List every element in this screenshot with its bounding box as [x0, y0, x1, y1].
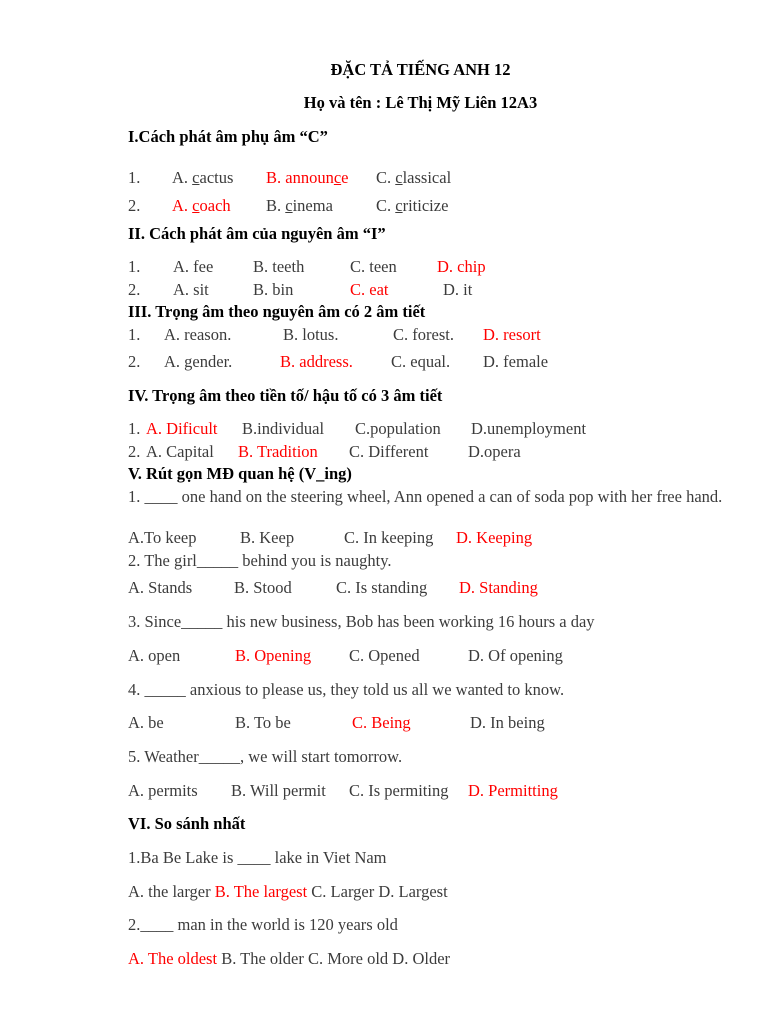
question-number: 1. [128, 168, 141, 187]
section-6-heading: VI. So sánh nhất [128, 814, 246, 833]
option-a: A.To keep [128, 528, 197, 547]
option-c: C.population [355, 419, 441, 438]
s5-question-4-text: 4. _____ anxious to please us, they told us all we wanted to know. [128, 680, 565, 699]
section-2-heading: II. Cách phát âm của nguyên âm “I” [128, 224, 386, 243]
option-b-c-d: B. The older C. More old D. Older [221, 949, 451, 968]
option-d: D. it [443, 280, 473, 299]
option-b-correct: B. Opening [235, 646, 312, 665]
option-a: A. be [128, 713, 164, 732]
option-a: A. sit [173, 280, 209, 299]
option-a: A. cactus [172, 168, 234, 187]
s6-question-2-text: 2.____ man in the world is 120 years old [128, 915, 398, 934]
option-d-correct: D. Standing [459, 578, 538, 597]
s5-question-1-text: 1. ____ one hand on the steering wheel, Ann opened a can of soda pop with her free hand. [128, 487, 723, 506]
option-b-correct: B. The largest [214, 882, 308, 901]
option-d: D. female [483, 352, 549, 371]
option-c: C. Is standing [336, 578, 428, 597]
question-number: 2. [128, 352, 141, 371]
option-a-correct: A. coach [172, 196, 231, 215]
option-d-correct: D. Keeping [456, 528, 533, 547]
option-b: B.individual [242, 419, 325, 438]
s5-question-2-text: 2. The girl_____ behind you is naughty. [128, 551, 392, 570]
section-5-heading: V. Rút gọn MĐ quan hệ (V_ing) [128, 464, 352, 483]
option-b: B. Stood [234, 578, 292, 597]
option-c: C. Is permiting [349, 781, 449, 800]
document-title: ĐẶC TẢ TIẾNG ANH 12 [330, 60, 511, 79]
option-a-correct: A. Dificult [146, 419, 218, 438]
option-a-correct: A. The oldest [128, 949, 218, 968]
option-c: C. teen [350, 257, 397, 276]
question-number: 2. [128, 196, 141, 215]
option-c: C. equal. [391, 352, 451, 371]
option-d-correct: D. resort [483, 325, 541, 344]
option-a: A. gender. [164, 352, 233, 371]
option-b: B. Will permit [231, 781, 326, 800]
section-4-heading: IV. Trọng âm theo tiền tố/ hậu tố có 3 âm tiết [128, 386, 443, 405]
question-number: 1. [128, 257, 141, 276]
option-b-correct: B. Tradition [238, 442, 318, 461]
section-3-heading: III. Trọng âm theo nguyên âm có 2 âm tiết [128, 302, 426, 321]
option-a: A. reason. [164, 325, 232, 344]
question-number: 2. [128, 280, 141, 299]
option-b: B. cinema [266, 196, 333, 215]
option-b-correct: B. address. [280, 352, 353, 371]
option-a: A. Stands [128, 578, 193, 597]
question-number: 1. [128, 419, 141, 438]
option-b: B. Keep [240, 528, 295, 547]
option-c: C. classical [376, 168, 452, 187]
s6-question-2-options [128, 949, 450, 969]
student-name-line: Họ và tên : Lê Thị Mỹ Liên 12A3 [303, 93, 538, 112]
option-c-correct: C. Being [352, 713, 411, 732]
option-b: B. teeth [253, 257, 305, 276]
s6-question-1-text: 1.Ba Be Lake is ____ lake in Viet Nam [128, 848, 387, 867]
section-1-heading: I.Cách phát âm phụ âm “C” [128, 127, 328, 146]
option-b: B. lotus. [283, 325, 339, 344]
option-b-correct: B. announce [266, 168, 349, 187]
option-b: B. To be [235, 713, 291, 732]
s6-question-1-options [128, 882, 448, 902]
option-c: C. Different [349, 442, 429, 461]
option-c: C. Opened [349, 646, 420, 665]
option-a: A. the larger [128, 882, 211, 901]
option-d: D. In being [470, 713, 545, 732]
s5-question-5-text: 5. Weather_____, we will start tomorrow. [128, 747, 403, 766]
option-a: A. Capital [146, 442, 214, 461]
option-d: D. Of opening [468, 646, 563, 665]
option-c-d: C. Larger D. Largest [311, 882, 448, 901]
option-c: C. In keeping [344, 528, 434, 547]
option-d-correct: D. Permitting [468, 781, 558, 800]
option-d: D.unemployment [471, 419, 587, 438]
option-a: A. open [128, 646, 181, 665]
option-a: A. fee [173, 257, 214, 276]
option-b: B. bin [253, 280, 294, 299]
option-d: D.opera [468, 442, 521, 461]
option-c: C. forest. [393, 325, 454, 344]
question-number: 1. [128, 325, 141, 344]
option-c-correct: C. eat [350, 280, 389, 299]
s5-question-3-text: 3. Since_____ his new business, Bob has been working 16 hours a day [128, 612, 595, 631]
option-a: A. permits [128, 781, 198, 800]
question-number: 2. [128, 442, 141, 461]
option-c: C. criticize [376, 196, 449, 215]
option-d-correct: D. chip [437, 257, 486, 276]
